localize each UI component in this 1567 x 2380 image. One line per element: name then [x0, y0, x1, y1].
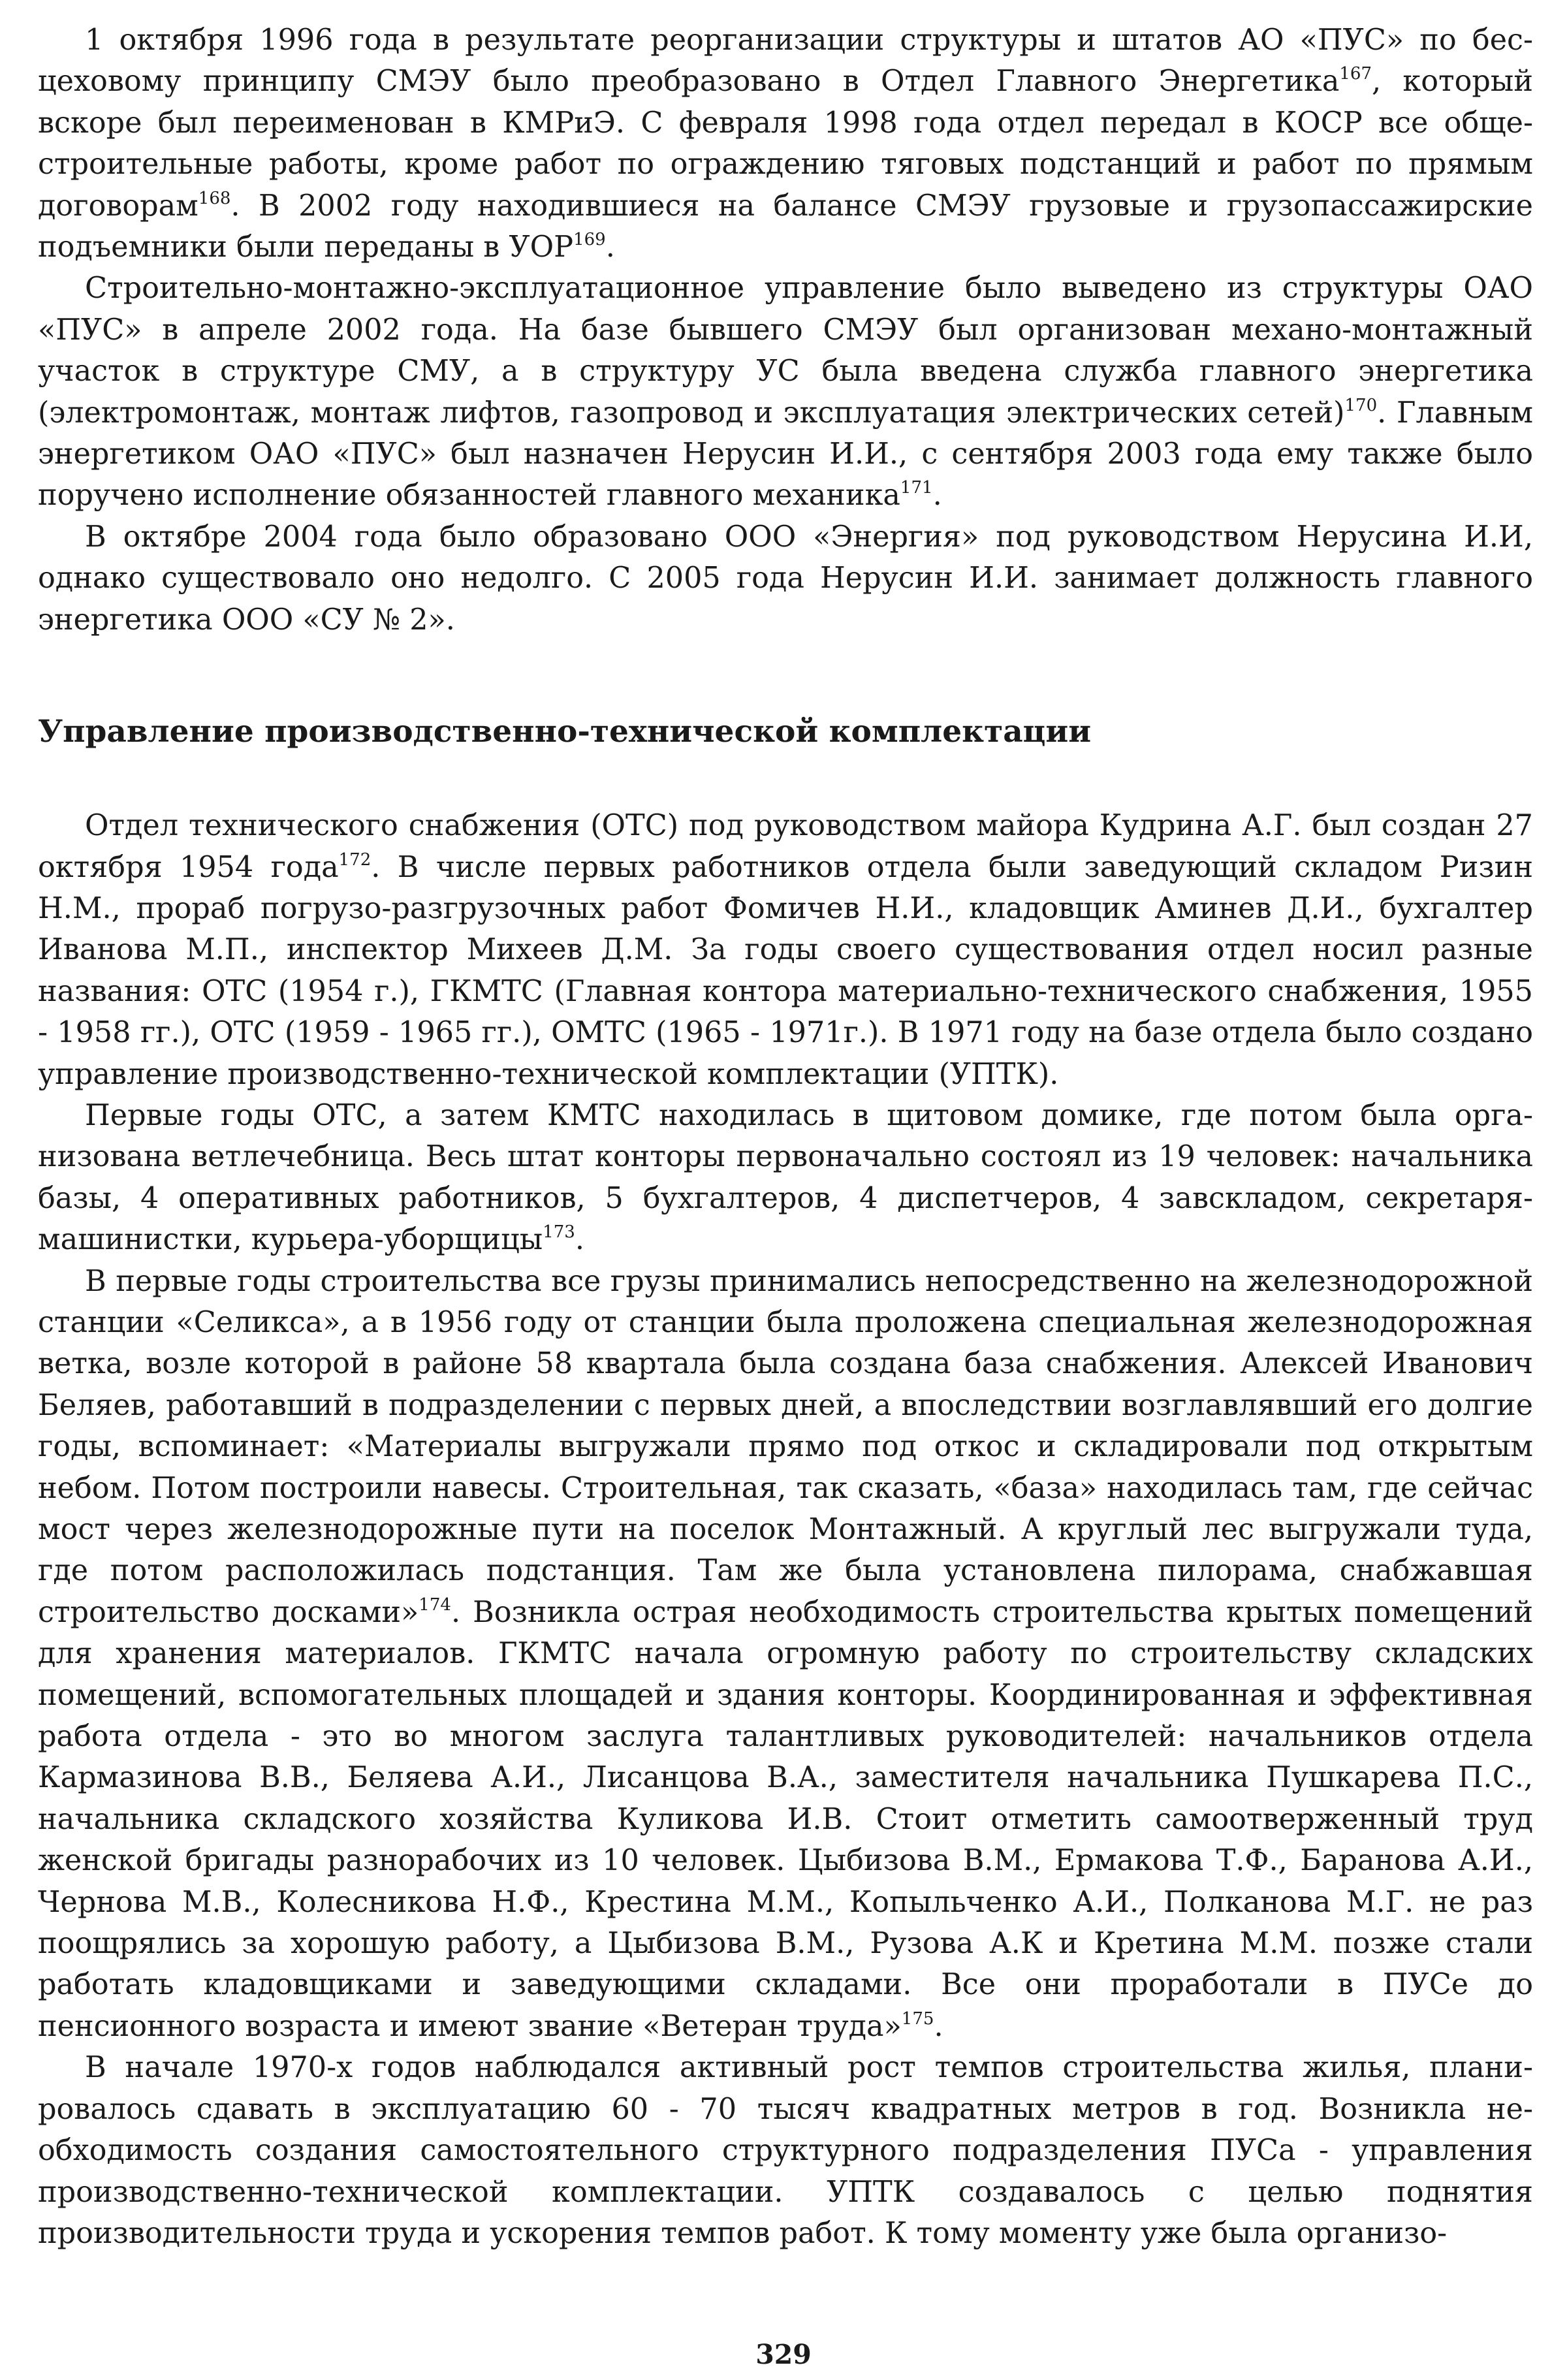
paragraph: В октябре 2004 года было образовано ООО «Энергия» под руководством Нерусина И.И, однако существовало оно недолго. С 2005 года Нерусин И.И. занимает должность главного энергетика ООО «СУ № 2».	[38, 520, 1533, 637]
paragraph: Первые годы ОТС, а затем КМТС находилась в щитовом домике, где потом была организована ветлечебница. Весь штат конторы первоначально состоял из 19 человек: начальника базы, 4 оперативных работников, 5 бухгалтеров, 4 диспетчеров, 4 завскладом, секретаря-машинистки, курьера-уборщицы$^{173}$.	[38, 1098, 1533, 1257]
footnote-ref: 170	[1344, 395, 1378, 415]
footnote-ref: 171	[900, 478, 933, 498]
paragraph: Строительно-монтажно-эксплуатационное управление было выведено из структуры ОАО «ПУС» в апреле 2002 года. На базе бывшего СМЭУ был организован механо-монтажный участок в структуре СМУ, а в структуру УС была введена служба главного энергетика (электромонтаж, монтаж лифтов, газопровод и эксплуатация электрических сетей)$^{170}$. Главным энергетиком ОАО «ПУС» был назначен Нерусин И.И., с сентября 2003 года ему также было поручено исполнение обязанностей главного механика$^{171}$.	[38, 272, 1533, 513]
paragraph: В первые годы строительства все грузы принимались непосредственно на железнодорожной станции «Селикса», а в 1956 году от станции была проложена специальная железнодорожная ветка, возле которой в районе 58 квартала была создана база снабжения. Алексей Иванович Беляев, работавший в подразделении с первых дней, а впоследствии возглавлявший его долгие годы, вспоминает: «Материалы выгружали прямо под откос и складировали под открытым небом. Потом построили навесы. Строительная, так сказать, «база» находилась там, где сейчас мост через железнодорожные пути на поселок Монтажный. А круглый лес выгружали туда, где потом расположилась подстанция. Там же была установлена пилорама, снабжавшая строительство досками»$^{174}$. Возникла острая необходимость строительства крытых помещений для хранения материалов. ГКМТС начала огромную работу по строительству складских помещений, вспомогательных площадей и здания конторы. Координированная и эффективная работа отдела - это во многом заслуга талантливых руководителей: начальников отдела Кармазинова В.В., Беляева А.И., Лисанцова В.А., заместителя начальника Пушкарева П.С., начальника складского хозяйства Куликова И.В. Стоит отметить самоотверженный труд женской бригады разнорабочих из 10 человек. Цыбизова В.М., Ермакова Т.Ф., Баранова А.И., Чернова М.В., Колесникова Н.Ф., Крестина М.М., Копыльченко А.И., Полканова М.Г. не раз поощрялись за хорошую работу, а Цыбизова В.М., Рузова А.К и Кретина М.М. позже стали работать кладовщиками и заведующими складами. Все они проработали в ПУСе до пенсионного возраста и имеют звание «Ветеран труда»$^{175}$.	[38, 1264, 1533, 2043]
footnote-ref: 175	[901, 2008, 934, 2029]
footnote-ref: 168	[198, 188, 231, 208]
paragraph: Отдел технического снабжения (ОТС) под руководством майора Кудрина А.Г. был создан 27 октября 1954 года$^{172}$. В числе первых работников отдела были заведующий складом Ризин Н.М., прораб погрузо-разгрузочных работ Фомичев Н.И., кладовщик Аминев Д.И., бухгалтер Иванова М.П., инспектор Михеев Д.М. За годы своего существования отдел носил разные названия: ОТС (1954 г.), ГКМТС (Главная контора материально-технического снабжения, 1955 - 1958 гг.), ОТС (1959 - 1965 гг.), ОМТС (1965 - 1971г.). В 1971 году на базе отдела было создано управление производственно-технической комплектации (УПТК).	[38, 809, 1533, 1091]
footnote-ref: 169	[573, 230, 606, 250]
footnote-ref: 172	[338, 849, 372, 870]
paragraph: 1 октября 1996 года в результате реорганизации структуры и штатов АО «ПУС» по бесцеховому принципу СМЭУ было преобразовано в Отдел Главного Энергетика$^{167}$, который вскоре был переименован в КМРиЭ. С февраля 1998 года отдел передал в КОСР все общестроительные работы, кроме работ по ограждению тяговых подстанций и работ по прямым договорам$^{168}$. В 2002 году находившиеся на балансе СМЭУ грузовые и грузопассажирские подъемники были переданы в УОР$^{169}$.	[38, 24, 1533, 264]
footnote-ref: 167	[1339, 64, 1372, 84]
section-heading: Управление производственно-технической комплектации	[38, 714, 1092, 750]
page-number: 329	[755, 2339, 812, 2370]
document-page	[38, 20, 1533, 2254]
paragraph: В начале 1970-х годов наблюдался активный рост темпов строительства жилья, планировалось сдавать в эксплуатацию 60 - 70 тысяч квадратных метров в год. Возникла необходимость создания самостоятельного структурного подразделения ПУСа - управления производственно-технической комплектации. УПТК создавалось с целью поднятия производительности труда и ускорения темпов работ. К тому моменту уже была организо-	[38, 2051, 1533, 2250]
footnote-ref: 174	[419, 1595, 451, 1615]
footnote-ref: 173	[543, 1222, 575, 1243]
